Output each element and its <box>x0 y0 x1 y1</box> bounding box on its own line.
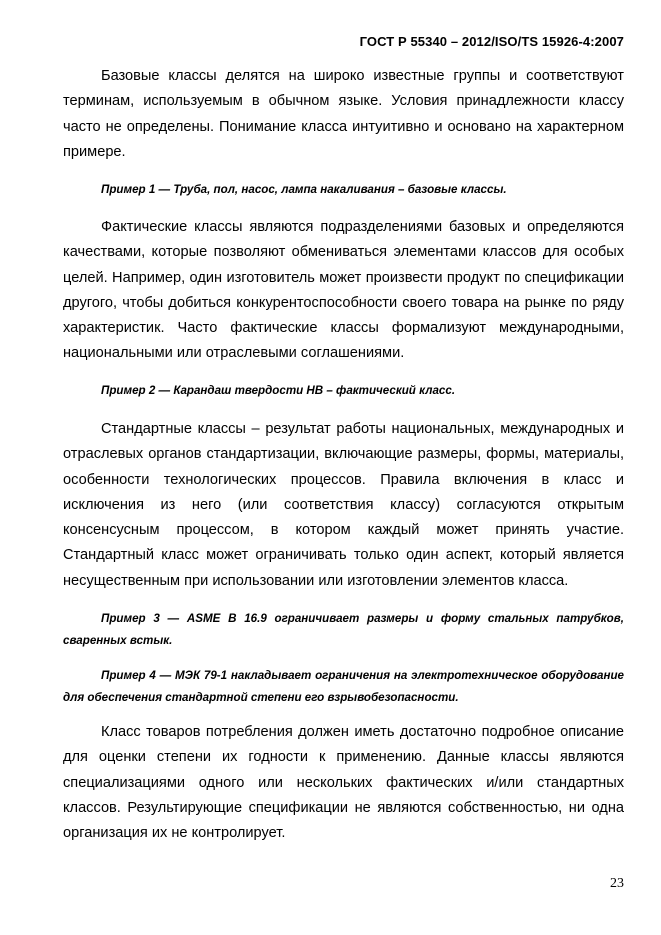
example-1: Пример 1 — Труба, пол, насос, лампа накаливания – базовые классы. <box>101 183 507 196</box>
paragraph-actual-classes: Фактические классы являются подразделениями базовых и определяются качествами, которые позволяют обмениваться элементами классов для особых целей. Например, один изготовитель может произвести продукт по спецификации другого, чтобы добиться конкурентоспособности своего товара на рынке по ряду характеристик. Часто фактические классы формализуют международными, национальными или отраслевыми соглашениями. <box>63 219 624 362</box>
paragraph-standard-classes: Стандартные классы – результат работы национальных, международных и отраслевых органов стандартизации, включающие размеры, формы, материалы, особенности технологических процессов. Правила включения в класс и исключения из него (или соответствия классу) согласуются открытым консенсусным процессом, в котором каждый может принять участие. Стандартный класс может ограничивать только один аспект, который является несущественным при использовании или изготовлении элементов класса. <box>63 421 624 589</box>
example-4: Пример 4 — МЭК 79-1 накладывает ограничения на электротехническое оборудование для обеспечения стандартной степени его взрывобезопасности. <box>63 669 624 704</box>
example-3: Пример 3 — ASME B 16.9 ограничивает размеры и форму стальных патрубков, сваренных встык. <box>63 612 624 647</box>
example-2: Пример 2 — Карандаш твердости HB – фактический класс. <box>101 384 456 397</box>
paragraph-basic-classes: Базовые классы делятся на широко известные группы и соответствуют терминам, используемым в обычном языке. Условия принадлежности классу часто не определены. Понимание класса интуитивно и основано на характерном примере. <box>63 68 624 160</box>
page-number: 23 <box>610 876 624 891</box>
document-header: ГОСТ Р 55340 – 2012/ISO/TS 15926-4:2007 <box>359 34 624 49</box>
paragraph-consumer-classes: Класс товаров потребления должен иметь достаточно подробное описание для оценки степени их годности к применению. Данные классы являются специализациями одного или нескольких фактических и/или стандартных классов. Результирующие спецификации не являются собственностью, ни одна организация их не контролирует. <box>63 724 624 842</box>
